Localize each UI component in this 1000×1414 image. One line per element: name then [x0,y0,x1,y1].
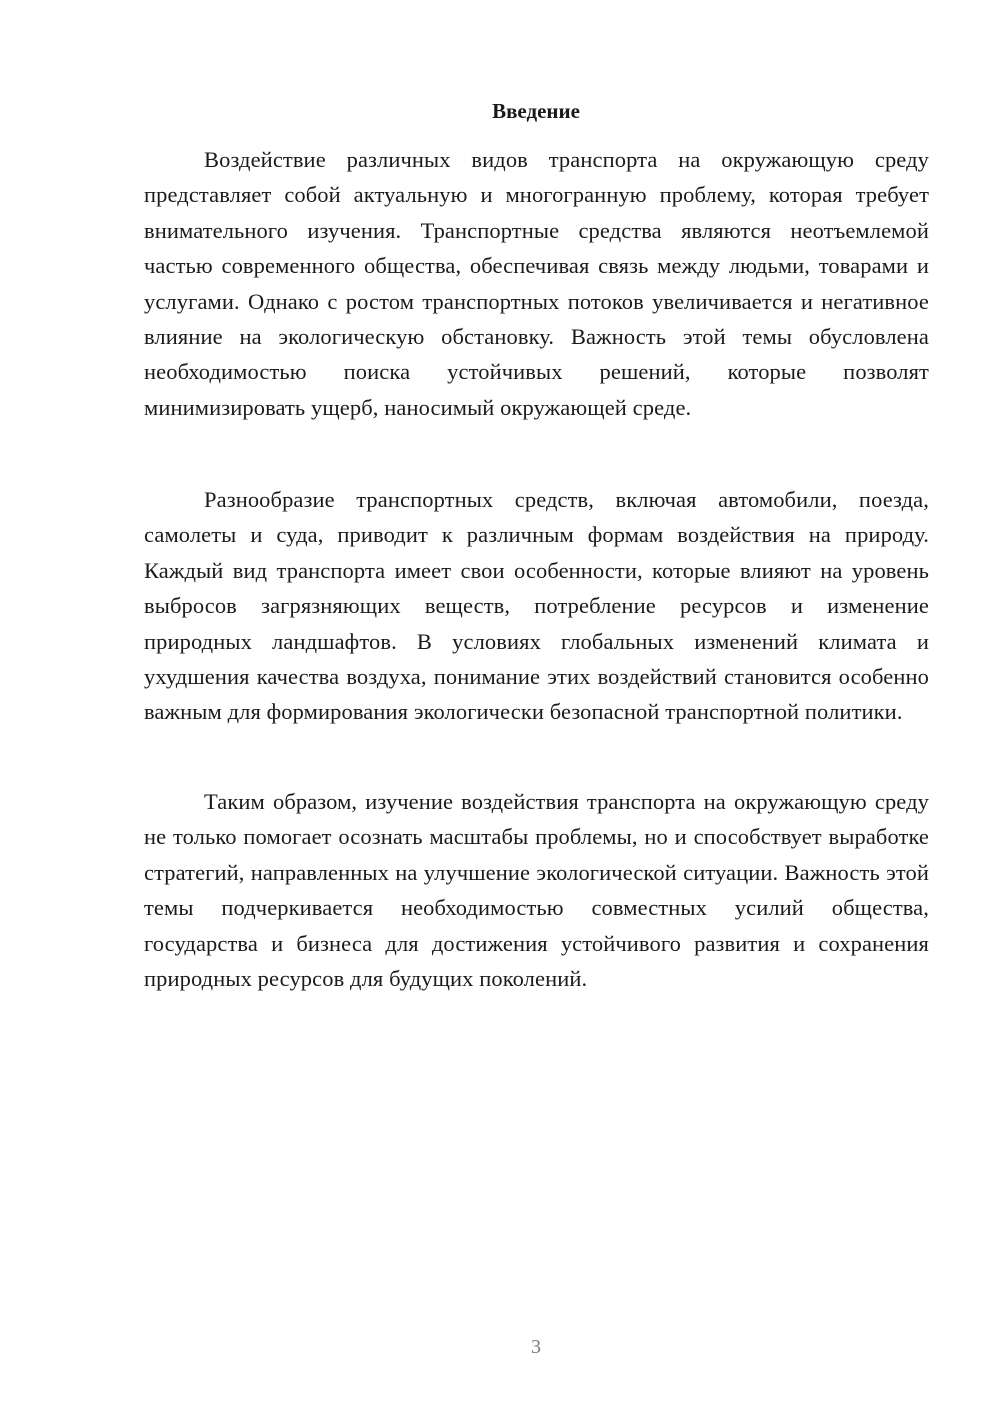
paragraph-2 [144,482,929,730]
page-title: Введение [492,99,580,123]
paragraph-3 [144,784,929,996]
paragraph-text: Воздействие различных видов транспорта на окружающую среду представляет собой актуальную и многогранную проблему, которая требует внимательного изучения. Транспортные средства являются неотъемлемой частью современного общества, обеспечивая связь между людьми, товарами и услугами. Однако с ростом транспортных потоков увеличивается и негативное влияние на экологическую обстановку. Важность этой темы обусловлена необходимостью поиска устойчивых решений, которые позволят минимизировать ущерб, наносимый окружающей среде. [144,147,929,420]
paragraph-text: Разнообразие транспортных средств, включая автомобили, поезда, самолеты и суда, приводит к различным формам воздействия на природу. Каждый вид транспорта имеет свои особенности, которые влияют на уровень выбросов загрязняющих веществ, потребление ресурсов и изменение природных ландшафтов. В условиях глобальных изменений климата и ухудшения качества воздуха, понимание этих воздействий становится особенно важным для формирования экологически безопасной транспортной политики. [144,487,929,725]
paragraph-1 [144,142,929,425]
page-number: 3 [531,1336,541,1358]
paragraph-text: Таким образом, изучение воздействия транспорта на окружающую среду не только помогает осознать масштабы проблемы, но и способствует выработке стратегий, направленных на улучшение экологической ситуации. Важность этой темы подчеркивается необходимостью совместных усилий общества, государства и бизнеса для достижения устойчивого развития и сохранения природных ресурсов для будущих поколений. [144,789,929,992]
